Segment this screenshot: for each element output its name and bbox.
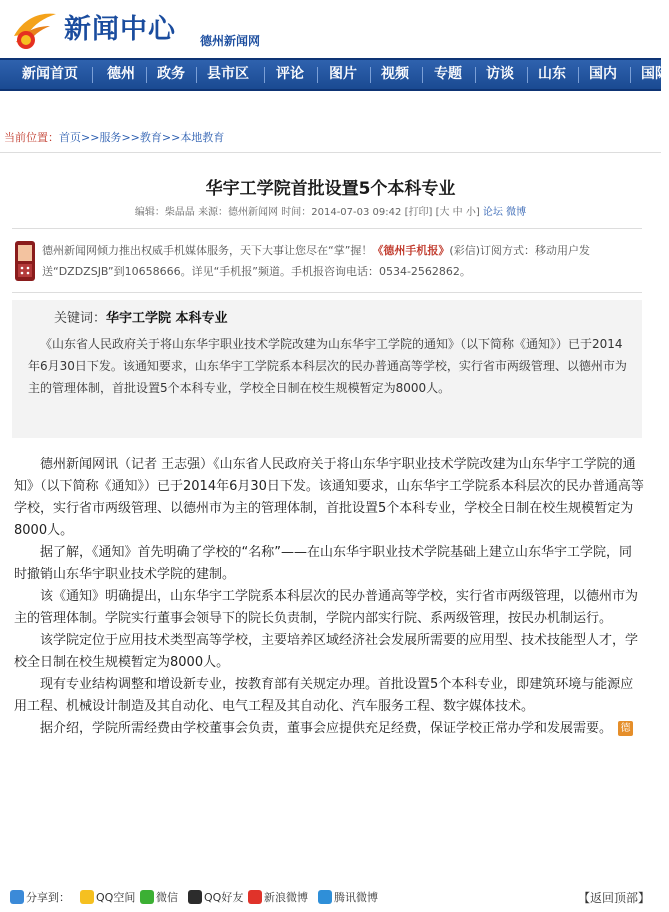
nav-item-interviews[interactable]: 访谈 [486, 66, 514, 82]
share-plus-icon [10, 890, 24, 904]
nav-item-topics[interactable]: 专题 [434, 66, 462, 82]
article-paragraph: 德州新闻网讯（记者 王志强）《山东省人民政府关于将山东华宇职业技术学院改建为山东华宇工学院的通知》（以下简称《通知》）已于2014年6月30日下发。该通知要求，山东华宇工学院系本科层次的民办普通高等学校，实行省市两级管理、以德州市为主的管理体制，首批设置5个本科专业，学校全日制在校生规模暂定为8000人。 [14, 457, 644, 538]
share-tencent-weibo[interactable] [318, 889, 378, 907]
breadcrumb-label: 当前位置： [4, 131, 59, 144]
article-summary: 《山东省人民政府关于将山东华宇职业技术学院改建为山东华宇工学院的通知》（以下简称《通知》）已于2014年6月30日下发。该通知要求，山东华宇工学院系本科层次的民办普通高等学校，实行省市两级管理、以德州市为主的管理体制，首批设置5个本科专业，学校全日制在校生规模暂定为8000人。 [28, 337, 627, 395]
share-qzone[interactable] [80, 889, 135, 907]
keywords-label: 关键词： [54, 311, 107, 326]
nav-separator [370, 67, 371, 83]
nav-separator [317, 67, 318, 83]
forum-link[interactable]: 论坛 [482, 207, 503, 218]
sina-weibo-icon [248, 890, 262, 904]
article-paragraph: 据了解，《通知》首先明确了学校的“名称”——在山东华宇职业技术学院基础上建立山东华宇工学院，同时撤销山东华宇职业技术学院的建制。 [14, 545, 632, 582]
article-paragraph: 该《通知》明确提出，山东华宇工学院系本科层次的民办普通高等学校，实行省市两级管理，以德州市为主的管理体制。学院实行董事会领导下的院长负责制，学院内部实行院、系两级管理，按民办机制运行。 [14, 589, 639, 626]
article-paragraph-text: 据介绍，学院所需经费由学校董事会负责，董事会应提供充足经费，保证学校正常办学和发展需要。 [40, 721, 613, 736]
nav-item-photos[interactable]: 图片 [329, 66, 357, 82]
share-label-text: 分享到： [26, 891, 70, 904]
article-source: 来源：德州新闻网 [198, 207, 279, 218]
article-time: 时间：2014-07-03 09:42 [281, 207, 402, 218]
nav-separator [146, 67, 147, 83]
nav-item-counties[interactable]: 县市区 [207, 66, 249, 82]
nav-separator [196, 67, 197, 83]
ad-text-part: 德州新闻网倾力推出权威手机媒体服务，天下大事让您尽在“掌”握！ [42, 244, 373, 257]
nav-separator [92, 67, 93, 83]
site-title[interactable]: 新闻中心 [64, 14, 176, 45]
nav-separator [264, 67, 265, 83]
share-qq-label: QQ好友 [204, 891, 244, 904]
share-sina-weibo[interactable] [248, 889, 308, 907]
article-title: 华宇工学院首批设置5个本科专业 [205, 179, 456, 199]
ad-text-part: (彩信)订阅方式：移动用户发送“DZDZSJB”到10658666。详见“手机报”频道。手机报咨询电话：0534-2562862。 [42, 244, 590, 278]
news-logo-icon[interactable] [10, 8, 58, 52]
weibo-link[interactable]: 微博 [506, 207, 527, 218]
article-paragraph: 现有专业结构调整和增设新专业，按教育部有关规定办理。首批设置5个本科专业，即建筑环境与能源应用工程、机械设计制造及其自动化、电气工程及其自动化、汽车服务工程、数字媒体技术。 [14, 677, 634, 714]
share-sina-label: 新浪微博 [264, 891, 308, 904]
back-to-top-link[interactable]: 【返回顶部】 [577, 891, 650, 905]
nav-separator [527, 67, 528, 83]
breadcrumb-local-education[interactable]: 本地教育 [180, 131, 225, 144]
nav-separator [475, 67, 476, 83]
nav-item-international[interactable]: 国际 [641, 66, 669, 82]
divider [0, 152, 661, 153]
divider [12, 292, 642, 293]
share-label[interactable] [10, 889, 70, 907]
breadcrumb-separator: >> [81, 131, 100, 144]
share-qq-friends[interactable] [188, 889, 243, 907]
article-meta [0, 206, 661, 220]
mobile-news-link[interactable]: 《德州手机报》 [372, 244, 450, 257]
article-editor: 编辑：柴晶晶 [134, 207, 195, 218]
nav-separator [578, 67, 579, 83]
tencent-weibo-icon [318, 890, 332, 904]
share-wechat-label: 微信 [156, 891, 178, 904]
summary-box [12, 300, 642, 438]
mobile-news-ad[interactable] [12, 232, 642, 290]
nav-item-video[interactable]: 视频 [381, 66, 409, 82]
breadcrumb-home[interactable]: 首页 [59, 131, 81, 144]
print-link[interactable]: [打印] [404, 207, 433, 218]
nav-item-domestic[interactable]: 国内 [589, 66, 617, 82]
share-bar [10, 889, 650, 909]
qzone-icon [80, 890, 94, 904]
share-wechat[interactable] [140, 889, 178, 907]
article-body [14, 454, 644, 740]
main-nav [0, 58, 669, 91]
nav-separator [422, 67, 423, 83]
nav-item-home[interactable]: 新闻首页 [22, 66, 78, 82]
breadcrumb-services[interactable]: 服务 [99, 131, 122, 144]
site-subtitle[interactable]: 德州新闻网 [200, 34, 261, 48]
site-header [0, 0, 661, 58]
keywords-value: 华宇工学院 本科专业 [106, 311, 228, 326]
nav-item-shandong[interactable]: 山东 [538, 66, 566, 82]
share-qzone-label: QQ空间 [96, 891, 136, 904]
nav-item-commentary[interactable]: 评论 [276, 66, 304, 82]
article-paragraph-last [14, 718, 644, 740]
breadcrumb-separator: >> [121, 131, 140, 144]
qq-icon [188, 890, 202, 904]
breadcrumb-education[interactable]: 教育 [139, 131, 162, 144]
nav-item-government[interactable]: 政务 [157, 66, 185, 82]
nav-separator [630, 67, 631, 83]
breadcrumb [4, 131, 224, 145]
nav-item-dezhou[interactable]: 德州 [107, 66, 135, 82]
keywords [54, 310, 228, 328]
article-paragraph: 该学院定位于应用技术类型高等学校，主要培养区域经济社会发展所需要的应用型、技术技能型人才，学校全日制在校生规模暂定为8000人。 [14, 633, 639, 670]
ad-text [42, 240, 642, 282]
mobile-phone-icon [14, 240, 36, 282]
share-tencent-label: 腾讯微博 [334, 891, 378, 904]
font-size-switch[interactable]: [大 中 小] [435, 207, 480, 218]
wechat-icon [140, 890, 154, 904]
breadcrumb-separator: >> [161, 131, 181, 144]
dezhou-seal-icon: 德 [618, 721, 633, 736]
divider [12, 228, 642, 229]
